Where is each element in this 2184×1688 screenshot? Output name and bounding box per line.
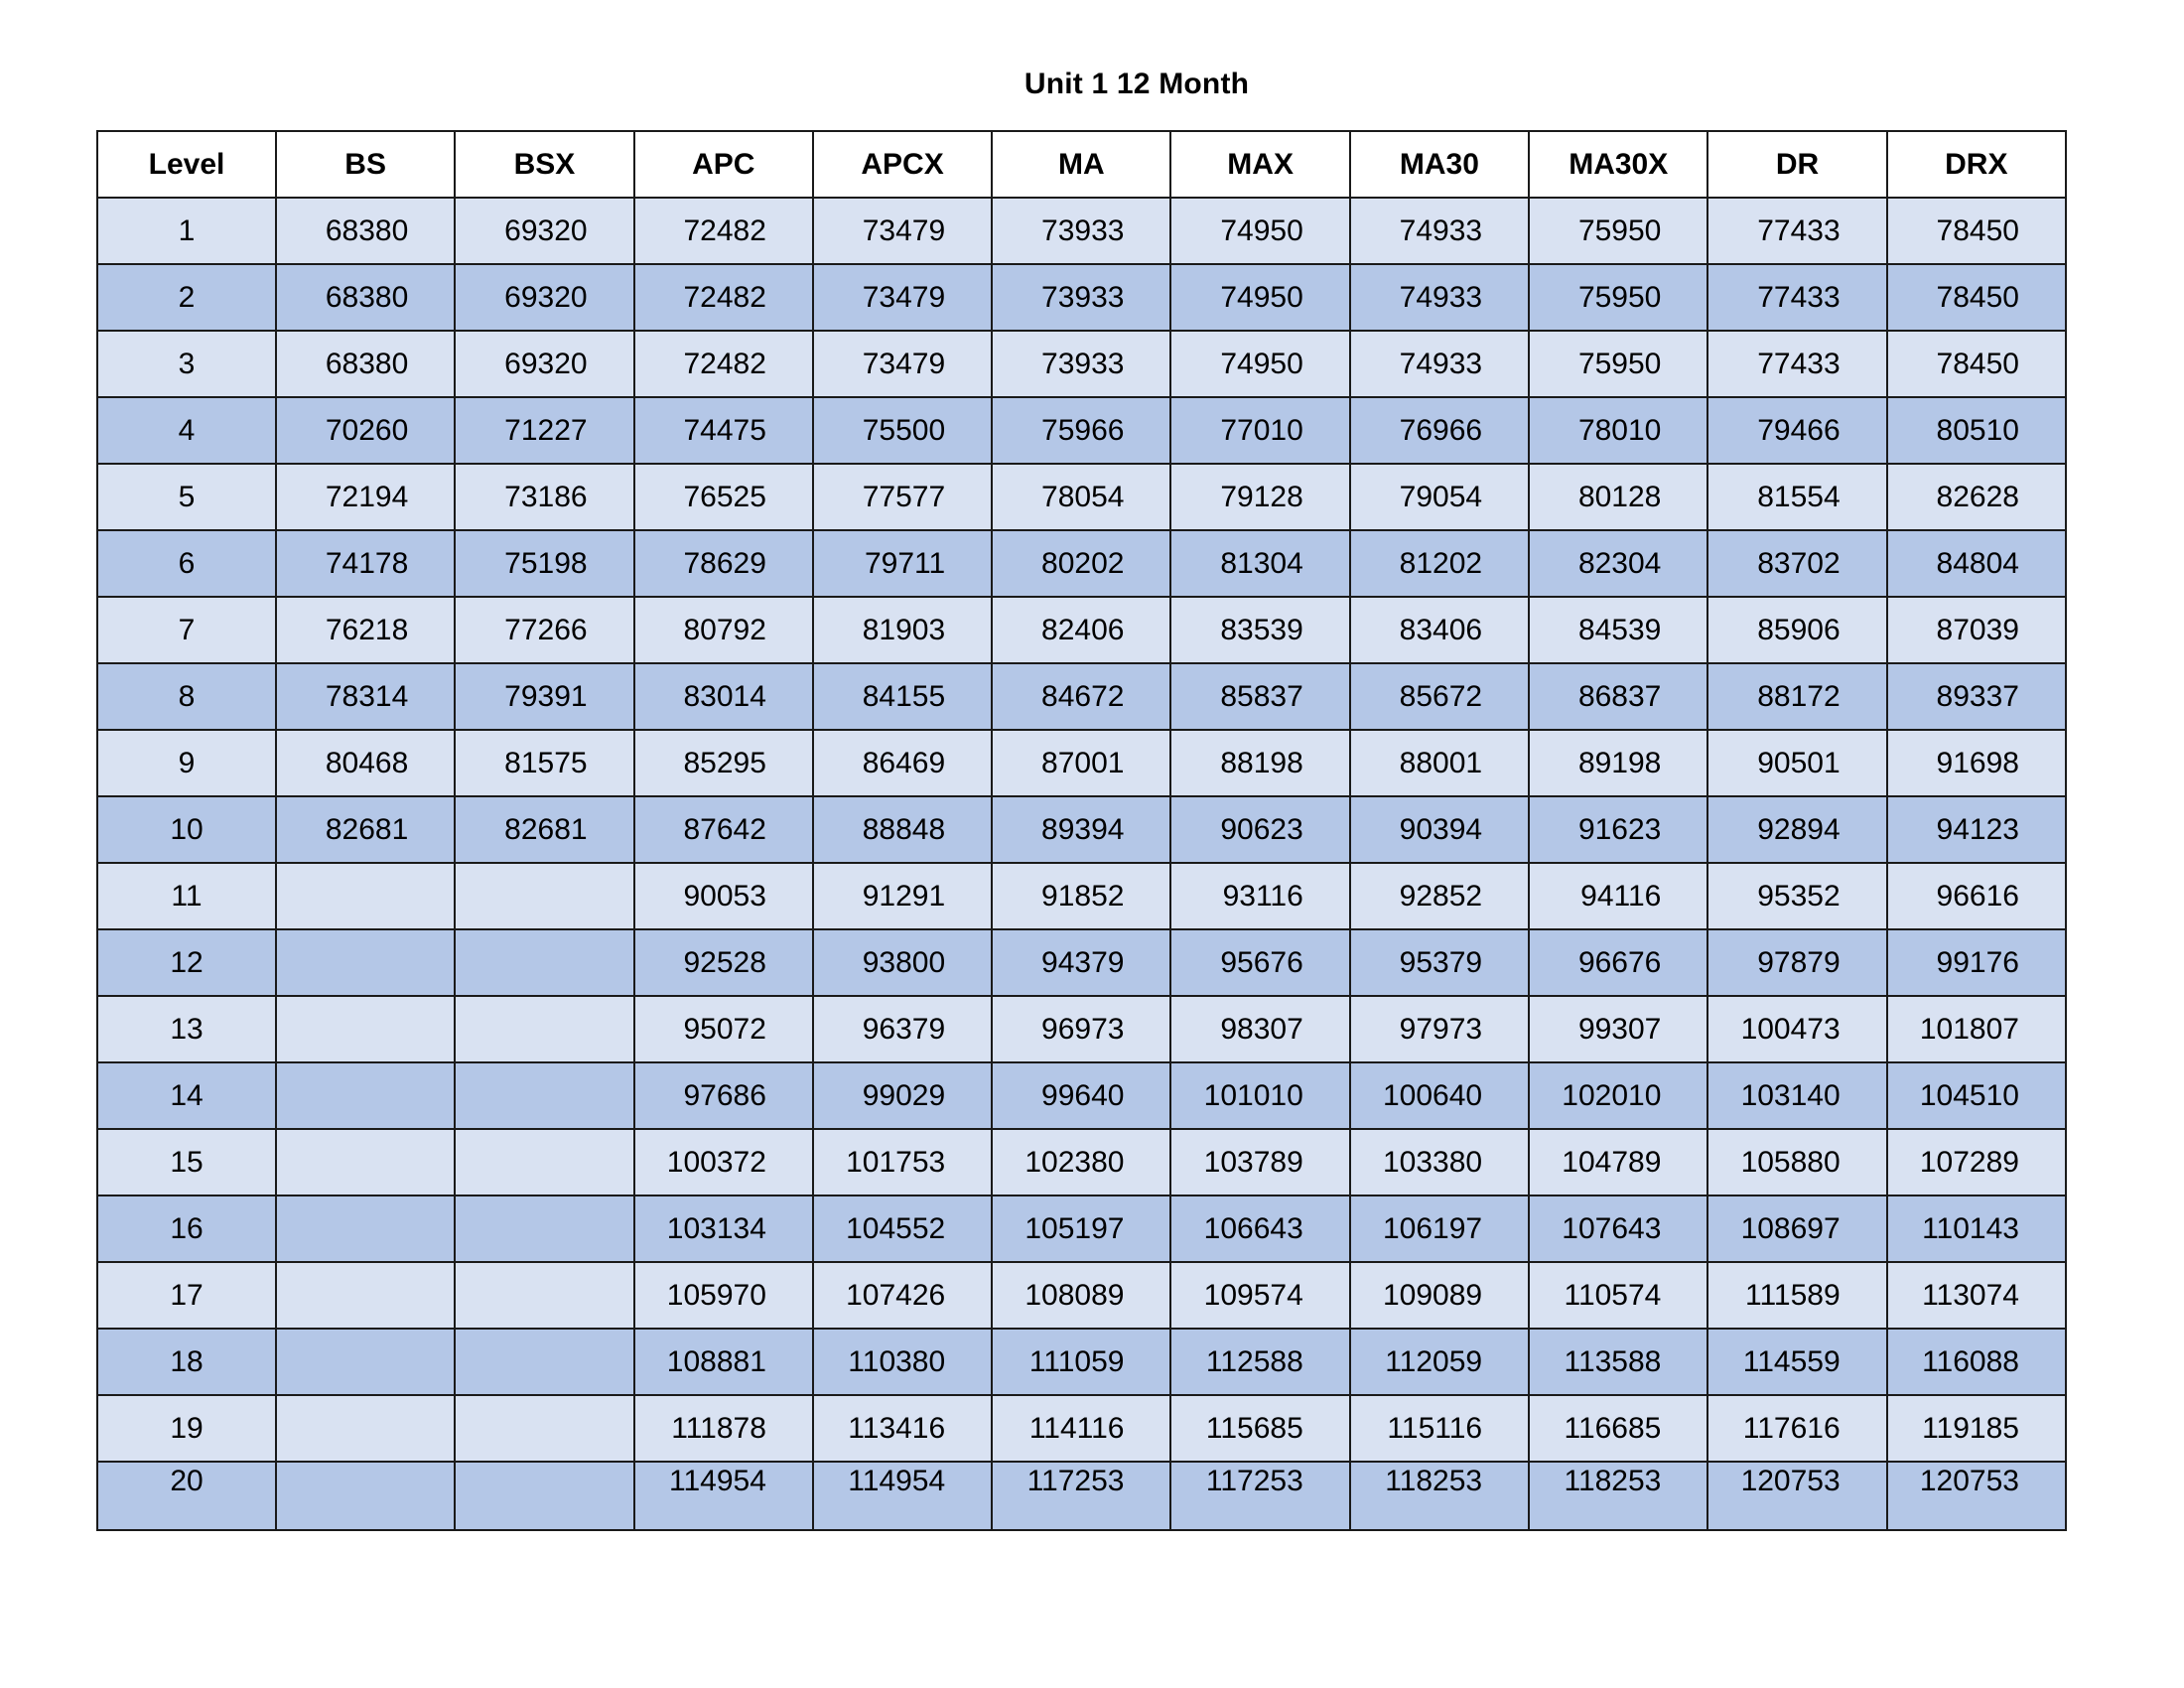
salary-cell-dr: 114559 [1707, 1329, 1886, 1395]
salary-cell-bs: 68380 [276, 198, 455, 264]
salary-cell-apcx: 113416 [813, 1395, 992, 1462]
salary-cell-dr: 100473 [1707, 996, 1886, 1062]
salary-cell-ma30: 90394 [1350, 796, 1529, 863]
salary-cell-bsx: 71227 [455, 397, 633, 464]
salary-cell-ma30: 79054 [1350, 464, 1529, 530]
salary-cell-ma: 94379 [992, 929, 1170, 996]
column-header-bs: BS [276, 131, 455, 198]
salary-cell-ma: 102380 [992, 1129, 1170, 1196]
salary-cell-bsx: 69320 [455, 264, 633, 331]
column-header-level: Level [97, 131, 276, 198]
page-title: Unit 1 12 Month [1024, 68, 1250, 100]
table-row [97, 464, 2066, 530]
salary-cell-ma30x: 86837 [1529, 663, 1707, 730]
salary-cell-ma30: 74933 [1350, 198, 1529, 264]
salary-cell-drx: 110143 [1887, 1196, 2066, 1262]
salary-cell-drx: 116088 [1887, 1329, 2066, 1395]
salary-cell-ma: 84672 [992, 663, 1170, 730]
salary-cell-max: 103789 [1170, 1129, 1349, 1196]
salary-cell-apcx: 79711 [813, 530, 992, 597]
salary-cell-bsx: 82681 [455, 796, 633, 863]
salary-cell-bs: 68380 [276, 331, 455, 397]
salary-cell-ma30: 106197 [1350, 1196, 1529, 1262]
salary-cell-apcx: 86469 [813, 730, 992, 796]
salary-cell-bsx [455, 996, 633, 1062]
salary-cell-bsx: 69320 [455, 198, 633, 264]
table-row [97, 198, 2066, 264]
salary-cell-ma30x: 118253 [1529, 1462, 1707, 1530]
salary-cell-apc: 78629 [634, 530, 813, 597]
salary-cell-bs: 78314 [276, 663, 455, 730]
salary-cell-dr: 120753 [1707, 1462, 1886, 1530]
table-row [97, 1196, 2066, 1262]
salary-cell-bs: 74178 [276, 530, 455, 597]
salary-cell-ma30x: 110574 [1529, 1262, 1707, 1329]
salary-cell-dr: 95352 [1707, 863, 1886, 929]
salary-cell-apc: 90053 [634, 863, 813, 929]
salary-cell-ma: 73933 [992, 264, 1170, 331]
salary-cell-ma: 96973 [992, 996, 1170, 1062]
salary-cell-bsx: 75198 [455, 530, 633, 597]
salary-cell-ma30x: 104789 [1529, 1129, 1707, 1196]
salary-cell-drx: 104510 [1887, 1062, 2066, 1129]
level-cell: 5 [97, 464, 276, 530]
salary-cell-dr: 77433 [1707, 331, 1886, 397]
salary-cell-apcx: 73479 [813, 264, 992, 331]
salary-cell-ma: 91852 [992, 863, 1170, 929]
level-cell: 11 [97, 863, 276, 929]
table-row [97, 1329, 2066, 1395]
salary-cell-apc: 72482 [634, 331, 813, 397]
salary-cell-ma30: 85672 [1350, 663, 1529, 730]
table-row [97, 1262, 2066, 1329]
salary-cell-ma30: 118253 [1350, 1462, 1529, 1530]
table-row [97, 663, 2066, 730]
salary-cell-ma30x: 113588 [1529, 1329, 1707, 1395]
table-row [97, 1462, 2066, 1530]
salary-cell-apc: 72482 [634, 198, 813, 264]
salary-cell-apcx: 73479 [813, 198, 992, 264]
table-row [97, 796, 2066, 863]
salary-cell-drx: 78450 [1887, 331, 2066, 397]
level-cell: 16 [97, 1196, 276, 1262]
salary-cell-bs: 82681 [276, 796, 455, 863]
table-row [97, 530, 2066, 597]
level-cell: 1 [97, 198, 276, 264]
salary-cell-apc: 80792 [634, 597, 813, 663]
level-cell: 8 [97, 663, 276, 730]
salary-cell-ma30x: 91623 [1529, 796, 1707, 863]
salary-cell-dr: 88172 [1707, 663, 1886, 730]
salary-cell-bs: 70260 [276, 397, 455, 464]
salary-cell-apcx: 99029 [813, 1062, 992, 1129]
salary-cell-ma30: 74933 [1350, 331, 1529, 397]
salary-cell-ma30x: 78010 [1529, 397, 1707, 464]
salary-cell-apc: 87642 [634, 796, 813, 863]
salary-cell-bs [276, 1329, 455, 1395]
salary-cell-apc: 100372 [634, 1129, 813, 1196]
salary-cell-ma30: 83406 [1350, 597, 1529, 663]
salary-cell-ma30: 115116 [1350, 1395, 1529, 1462]
column-header-ma30x: MA30X [1529, 131, 1707, 198]
salary-cell-max: 74950 [1170, 198, 1349, 264]
salary-cell-apc: 111878 [634, 1395, 813, 1462]
salary-cell-drx: 87039 [1887, 597, 2066, 663]
table-row [97, 730, 2066, 796]
salary-cell-bsx [455, 1329, 633, 1395]
salary-cell-max: 74950 [1170, 331, 1349, 397]
salary-cell-drx: 120753 [1887, 1462, 2066, 1530]
table-row [97, 264, 2066, 331]
salary-cell-drx: 119185 [1887, 1395, 2066, 1462]
salary-cell-drx: 94123 [1887, 796, 2066, 863]
salary-cell-ma30x: 75950 [1529, 264, 1707, 331]
level-cell: 9 [97, 730, 276, 796]
salary-cell-ma30x: 89198 [1529, 730, 1707, 796]
salary-cell-dr: 77433 [1707, 198, 1886, 264]
salary-cell-apc: 76525 [634, 464, 813, 530]
salary-cell-bs [276, 1062, 455, 1129]
salary-cell-ma: 111059 [992, 1329, 1170, 1395]
salary-cell-apcx: 96379 [813, 996, 992, 1062]
salary-cell-bsx: 77266 [455, 597, 633, 663]
salary-cell-apc: 85295 [634, 730, 813, 796]
salary-cell-bs: 80468 [276, 730, 455, 796]
column-header-apc: APC [634, 131, 813, 198]
salary-cell-drx: 82628 [1887, 464, 2066, 530]
salary-cell-bsx [455, 1462, 633, 1530]
salary-cell-bsx [455, 1262, 633, 1329]
column-header-ma: MA [992, 131, 1170, 198]
salary-cell-dr: 103140 [1707, 1062, 1886, 1129]
salary-cell-bs [276, 1395, 455, 1462]
salary-cell-apc: 95072 [634, 996, 813, 1062]
salary-cell-apc: 97686 [634, 1062, 813, 1129]
salary-cell-ma: 73933 [992, 198, 1170, 264]
salary-cell-bsx: 69320 [455, 331, 633, 397]
column-header-bsx: BSX [455, 131, 633, 198]
salary-cell-bsx [455, 929, 633, 996]
table-row [97, 397, 2066, 464]
salary-cell-bs [276, 1129, 455, 1196]
salary-cell-ma30: 109089 [1350, 1262, 1529, 1329]
column-header-ma30: MA30 [1350, 131, 1529, 198]
salary-cell-ma30: 100640 [1350, 1062, 1529, 1129]
table-header-row [97, 131, 2066, 198]
salary-cell-bsx [455, 863, 633, 929]
salary-cell-bs: 76218 [276, 597, 455, 663]
salary-cell-max: 81304 [1170, 530, 1349, 597]
salary-cell-dr: 92894 [1707, 796, 1886, 863]
salary-cell-ma: 80202 [992, 530, 1170, 597]
salary-cell-ma30: 92852 [1350, 863, 1529, 929]
salary-cell-bsx: 79391 [455, 663, 633, 730]
salary-cell-max: 85837 [1170, 663, 1349, 730]
salary-cell-drx: 84804 [1887, 530, 2066, 597]
salary-cell-apc: 114954 [634, 1462, 813, 1530]
salary-cell-ma: 89394 [992, 796, 1170, 863]
salary-cell-drx: 89337 [1887, 663, 2066, 730]
level-cell: 7 [97, 597, 276, 663]
salary-cell-bs [276, 996, 455, 1062]
salary-cell-dr: 105880 [1707, 1129, 1886, 1196]
level-cell: 18 [97, 1329, 276, 1395]
salary-cell-ma30: 97973 [1350, 996, 1529, 1062]
salary-cell-ma: 87001 [992, 730, 1170, 796]
salary-cell-ma30: 95379 [1350, 929, 1529, 996]
column-header-max: MAX [1170, 131, 1349, 198]
salary-cell-max: 106643 [1170, 1196, 1349, 1262]
salary-cell-ma30x: 96676 [1529, 929, 1707, 996]
salary-cell-max: 95676 [1170, 929, 1349, 996]
salary-cell-ma30x: 75950 [1529, 198, 1707, 264]
salary-cell-apcx: 91291 [813, 863, 992, 929]
table-row [97, 1395, 2066, 1462]
level-cell: 14 [97, 1062, 276, 1129]
level-cell: 15 [97, 1129, 276, 1196]
salary-cell-ma30: 76966 [1350, 397, 1529, 464]
salary-cell-ma30x: 84539 [1529, 597, 1707, 663]
salary-cell-apcx: 110380 [813, 1329, 992, 1395]
salary-cell-apcx: 107426 [813, 1262, 992, 1329]
salary-cell-bs [276, 929, 455, 996]
salary-cell-bs [276, 1262, 455, 1329]
salary-cell-bs: 72194 [276, 464, 455, 530]
level-cell: 2 [97, 264, 276, 331]
salary-cell-max: 77010 [1170, 397, 1349, 464]
column-header-dr: DR [1707, 131, 1886, 198]
salary-cell-ma: 82406 [992, 597, 1170, 663]
salary-cell-max: 101010 [1170, 1062, 1349, 1129]
level-cell: 10 [97, 796, 276, 863]
salary-cell-apcx: 84155 [813, 663, 992, 730]
salary-cell-bs: 68380 [276, 264, 455, 331]
level-cell: 13 [97, 996, 276, 1062]
level-cell: 17 [97, 1262, 276, 1329]
salary-cell-bsx [455, 1129, 633, 1196]
salary-cell-drx: 78450 [1887, 264, 2066, 331]
salary-cell-dr: 90501 [1707, 730, 1886, 796]
salary-cell-ma: 108089 [992, 1262, 1170, 1329]
salary-table [96, 130, 2067, 1531]
salary-cell-max: 79128 [1170, 464, 1349, 530]
salary-cell-drx: 78450 [1887, 198, 2066, 264]
salary-cell-dr: 83702 [1707, 530, 1886, 597]
salary-cell-apc: 108881 [634, 1329, 813, 1395]
salary-cell-drx: 96616 [1887, 863, 2066, 929]
salary-cell-ma: 114116 [992, 1395, 1170, 1462]
salary-cell-apcx: 81903 [813, 597, 992, 663]
salary-cell-dr: 97879 [1707, 929, 1886, 996]
column-header-apcx: APCX [813, 131, 992, 198]
salary-cell-max: 117253 [1170, 1462, 1349, 1530]
table-row [97, 929, 2066, 996]
salary-cell-ma30x: 80128 [1529, 464, 1707, 530]
salary-cell-ma30: 103380 [1350, 1129, 1529, 1196]
salary-cell-ma: 73933 [992, 331, 1170, 397]
salary-cell-max: 93116 [1170, 863, 1349, 929]
salary-cell-apcx: 77577 [813, 464, 992, 530]
salary-cell-ma30x: 116685 [1529, 1395, 1707, 1462]
salary-cell-ma: 99640 [992, 1062, 1170, 1129]
salary-cell-apc: 83014 [634, 663, 813, 730]
salary-cell-max: 115685 [1170, 1395, 1349, 1462]
salary-cell-apcx: 104552 [813, 1196, 992, 1262]
salary-cell-apcx: 101753 [813, 1129, 992, 1196]
salary-cell-apcx: 73479 [813, 331, 992, 397]
salary-cell-ma30: 74933 [1350, 264, 1529, 331]
salary-cell-max: 98307 [1170, 996, 1349, 1062]
level-cell: 3 [97, 331, 276, 397]
salary-cell-bsx: 73186 [455, 464, 633, 530]
salary-cell-ma: 75966 [992, 397, 1170, 464]
salary-cell-dr: 77433 [1707, 264, 1886, 331]
salary-cell-dr: 108697 [1707, 1196, 1886, 1262]
salary-cell-drx: 91698 [1887, 730, 2066, 796]
table-row [97, 863, 2066, 929]
salary-cell-ma: 78054 [992, 464, 1170, 530]
salary-cell-apcx: 88848 [813, 796, 992, 863]
table-row [97, 597, 2066, 663]
level-cell: 20 [97, 1462, 276, 1530]
salary-cell-bsx [455, 1196, 633, 1262]
salary-cell-drx: 80510 [1887, 397, 2066, 464]
salary-cell-max: 90623 [1170, 796, 1349, 863]
salary-cell-ma30: 88001 [1350, 730, 1529, 796]
salary-cell-dr: 85906 [1707, 597, 1886, 663]
table-row [97, 1129, 2066, 1196]
salary-cell-apcx: 93800 [813, 929, 992, 996]
level-cell: 19 [97, 1395, 276, 1462]
level-cell: 12 [97, 929, 276, 996]
salary-cell-apc: 103134 [634, 1196, 813, 1262]
salary-cell-drx: 107289 [1887, 1129, 2066, 1196]
salary-cell-ma30x: 99307 [1529, 996, 1707, 1062]
salary-cell-ma30x: 107643 [1529, 1196, 1707, 1262]
table-row [97, 331, 2066, 397]
salary-cell-ma: 105197 [992, 1196, 1170, 1262]
column-header-drx: DRX [1887, 131, 2066, 198]
salary-cell-max: 109574 [1170, 1262, 1349, 1329]
table-row [97, 1062, 2066, 1129]
salary-cell-apc: 92528 [634, 929, 813, 996]
salary-cell-ma30x: 75950 [1529, 331, 1707, 397]
salary-cell-bs [276, 1196, 455, 1262]
salary-cell-ma30x: 94116 [1529, 863, 1707, 929]
salary-cell-ma30x: 102010 [1529, 1062, 1707, 1129]
salary-cell-bsx [455, 1062, 633, 1129]
salary-cell-max: 74950 [1170, 264, 1349, 331]
salary-cell-drx: 113074 [1887, 1262, 2066, 1329]
salary-cell-drx: 101807 [1887, 996, 2066, 1062]
salary-cell-dr: 81554 [1707, 464, 1886, 530]
salary-cell-dr: 111589 [1707, 1262, 1886, 1329]
level-cell: 6 [97, 530, 276, 597]
salary-cell-max: 112588 [1170, 1329, 1349, 1395]
table-row [97, 996, 2066, 1062]
salary-cell-bsx [455, 1395, 633, 1462]
salary-cell-bs [276, 863, 455, 929]
salary-cell-bs [276, 1462, 455, 1530]
level-cell: 4 [97, 397, 276, 464]
salary-cell-apcx: 114954 [813, 1462, 992, 1530]
salary-cell-ma30x: 82304 [1529, 530, 1707, 597]
salary-cell-apcx: 75500 [813, 397, 992, 464]
salary-cell-apc: 72482 [634, 264, 813, 331]
table-body [97, 198, 2066, 1530]
salary-cell-ma30: 81202 [1350, 530, 1529, 597]
salary-cell-dr: 117616 [1707, 1395, 1886, 1462]
salary-cell-max: 88198 [1170, 730, 1349, 796]
salary-cell-apc: 74475 [634, 397, 813, 464]
salary-cell-bsx: 81575 [455, 730, 633, 796]
salary-cell-apc: 105970 [634, 1262, 813, 1329]
salary-cell-dr: 79466 [1707, 397, 1886, 464]
salary-cell-ma: 117253 [992, 1462, 1170, 1530]
salary-cell-max: 83539 [1170, 597, 1349, 663]
salary-cell-drx: 99176 [1887, 929, 2066, 996]
salary-cell-ma30: 112059 [1350, 1329, 1529, 1395]
